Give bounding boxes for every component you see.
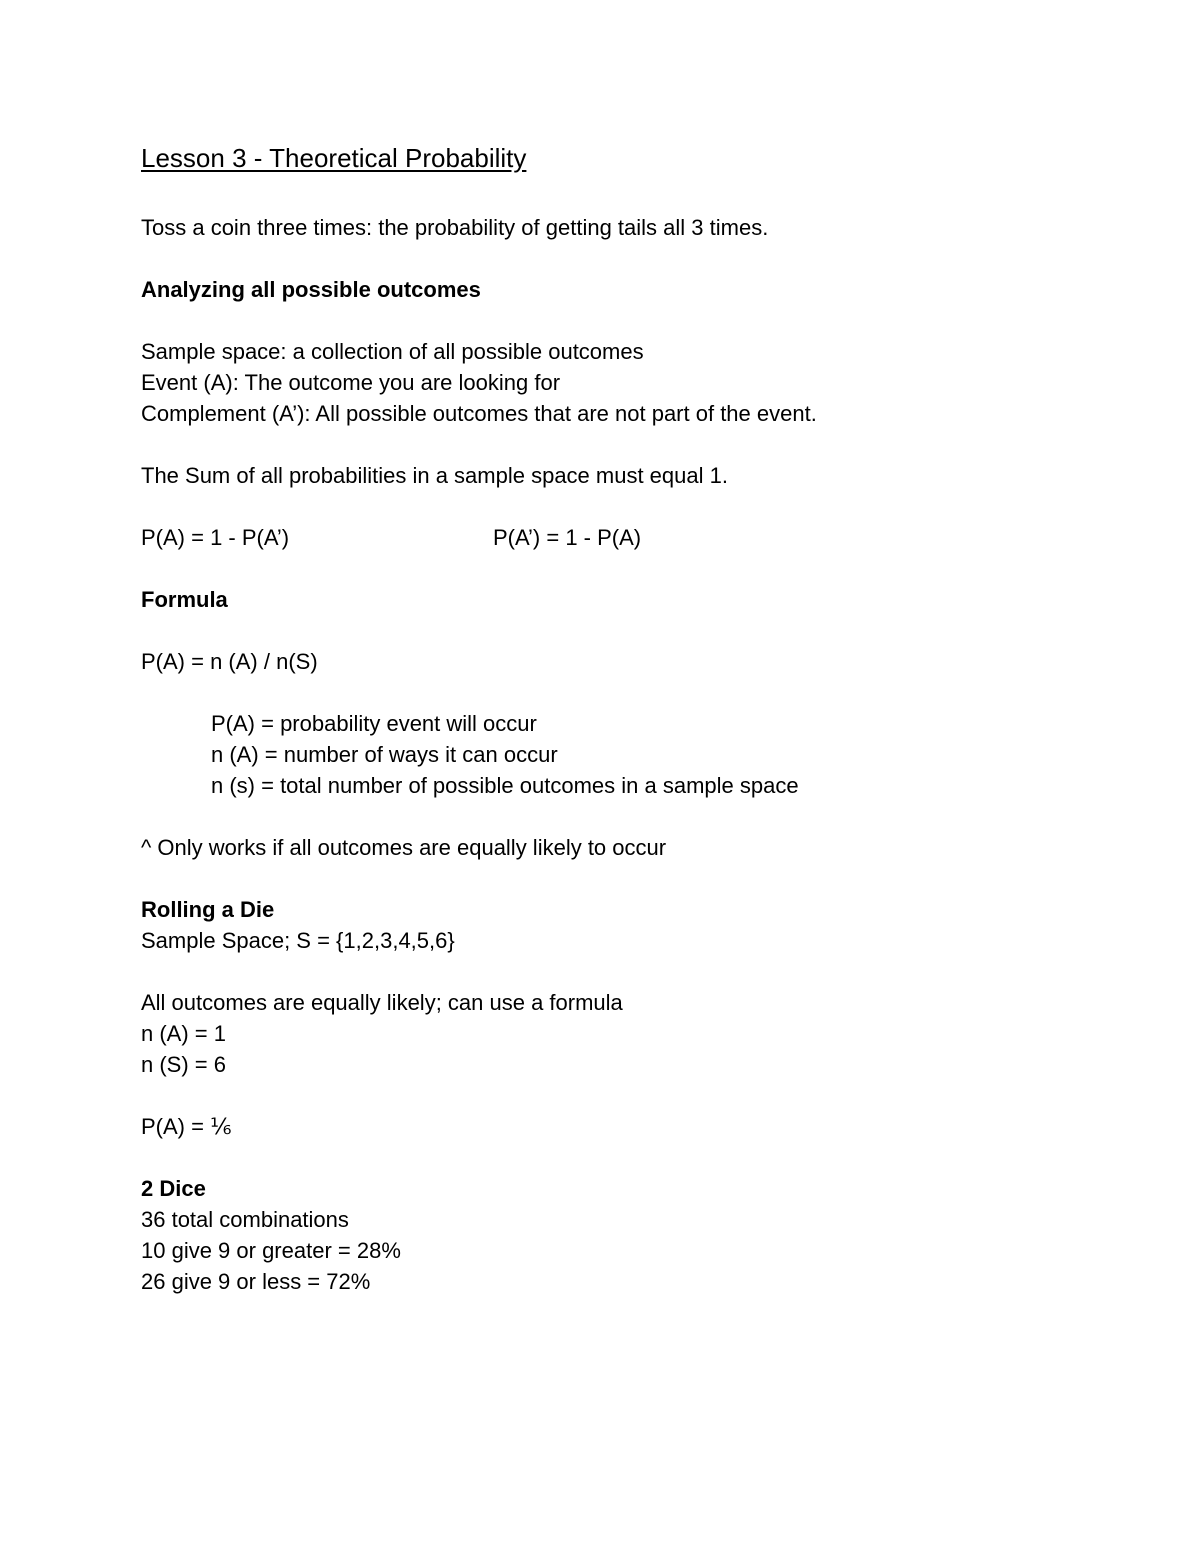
outcomes-heading: Analyzing all possible outcomes (141, 277, 481, 302)
formula-definition-ns: n (s) = total number of possible outcomes in a sample space (211, 773, 799, 798)
spacer (141, 863, 1121, 894)
spacer (141, 801, 1121, 832)
spacer (141, 677, 1121, 708)
die-n-s: n (S) = 6 (141, 1052, 226, 1077)
spacer (141, 305, 1121, 336)
spacer (141, 553, 1121, 584)
dice-heading: 2 Dice (141, 1176, 206, 1201)
formula-note: ^ Only works if all outcomes are equally likely to occur (141, 835, 667, 860)
die-n-a: n (A) = 1 (141, 1021, 226, 1046)
dice-total: 36 total combinations (141, 1207, 349, 1232)
spacer (141, 429, 1121, 460)
sum-rule: The Sum of all probabilities in a sample space must equal 1. (141, 463, 728, 488)
spacer (141, 615, 1121, 646)
complement-equation-left: P(A) = 1 - P(A’) (141, 525, 290, 550)
page-title: Lesson 3 - Theoretical Probability (141, 143, 527, 173)
formula-definition-na: n (A) = number of ways it can occur (211, 742, 558, 767)
die-sample-space: Sample Space; S = {1,2,3,4,5,6} (141, 928, 455, 953)
event-definition: Event (A): The outcome you are looking for (141, 370, 561, 395)
die-heading: Rolling a Die (141, 897, 275, 922)
sample-space-definition: Sample space: a collection of all possible outcomes (141, 339, 644, 364)
dice-less: 26 give 9 or less = 72% (141, 1269, 371, 1294)
die-equally-likely: All outcomes are equally likely; can use a formula (141, 990, 623, 1015)
formula-definition-pa: P(A) = probability event will occur (211, 711, 537, 736)
complement-equations (141, 522, 1121, 553)
complement-equation-right: P(A’) = 1 - P(A) (493, 525, 642, 550)
spacer (141, 1142, 1121, 1173)
spacer (141, 243, 1121, 274)
formula-heading: Formula (141, 587, 228, 612)
spacer (141, 1080, 1121, 1111)
spacer (141, 956, 1121, 987)
dice-greater: 10 give 9 or greater = 28% (141, 1238, 401, 1263)
spacer (141, 491, 1121, 522)
intro-text: Toss a coin three times: the probability of getting tails all 3 times. (141, 215, 769, 240)
probability-formula: P(A) = n (A) / n(S) (141, 649, 318, 674)
die-result: P(A) = ⅙ (141, 1114, 232, 1139)
complement-definition: Complement (A’): All possible outcomes that are not part of the event. (141, 401, 817, 426)
document-page (141, 136, 1121, 1297)
